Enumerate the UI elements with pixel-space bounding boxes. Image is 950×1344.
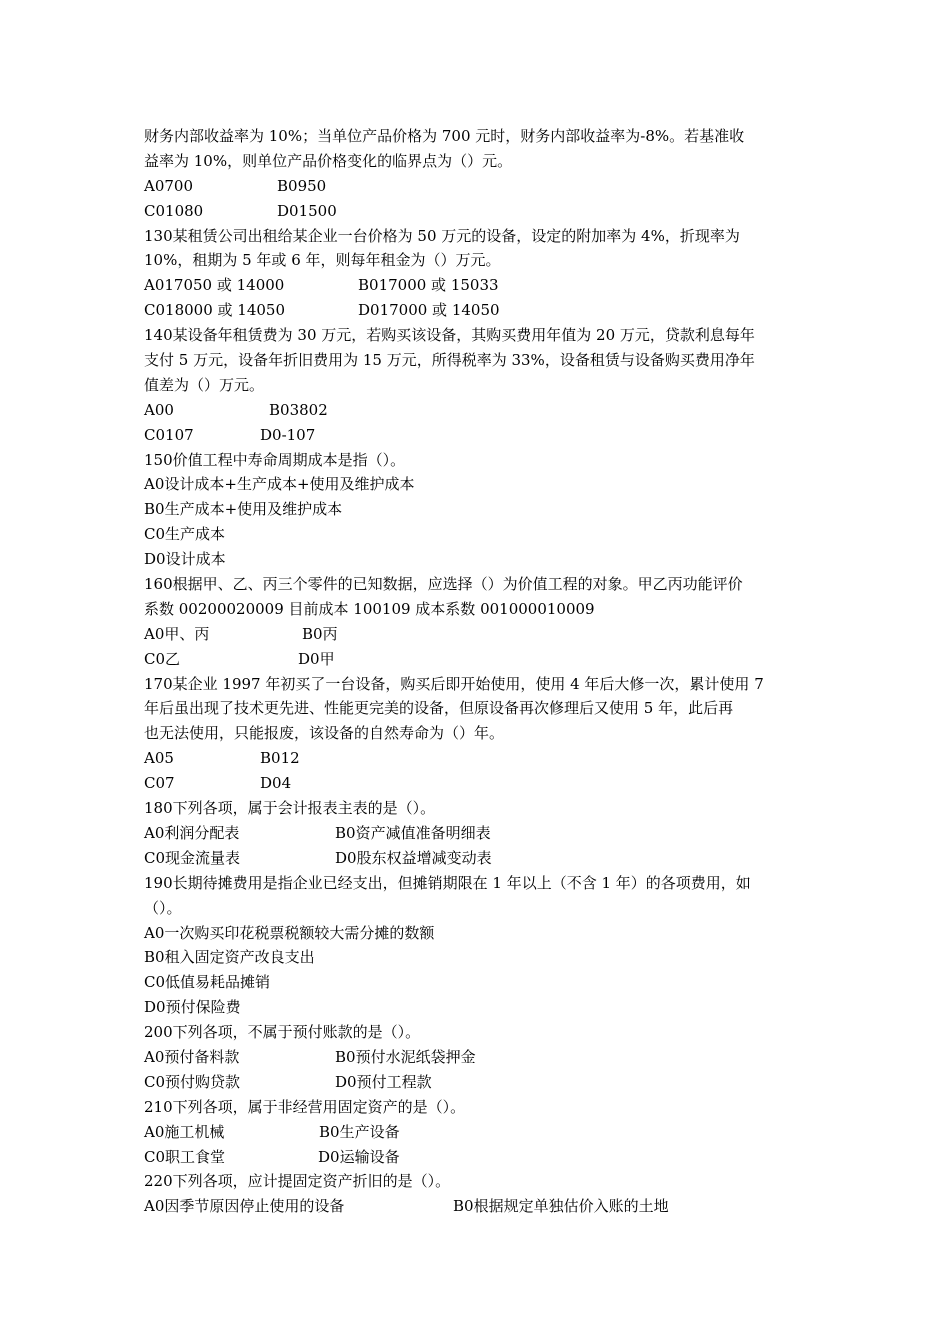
option-b: B0预付水泥纸袋押金 <box>335 1047 476 1066</box>
option-d: D0设计成本 <box>144 550 226 569</box>
option-d: D01500 <box>277 201 337 220</box>
question-14-line: 140某设备年租赁费为 30 万元，若购买该设备，其购买费用年值为 20 万元，贷款利息每年 <box>144 326 755 345</box>
option-c: C0107 <box>144 425 194 444</box>
option-row <box>144 622 808 647</box>
option-c: C0现金流量表 <box>144 848 241 867</box>
option-a: A0一次购买印花税票税额较大需分摊的数额 <box>144 923 435 942</box>
option-a: A0因季节原因停止使用的设备 <box>144 1197 345 1216</box>
question-17-line: 也无法使用，只能报废，该设备的自然寿命为（）年。 <box>144 724 505 743</box>
option-c: C0预付购贷款 <box>144 1072 241 1091</box>
option-row <box>144 423 808 448</box>
question-16-line: 系数 00200020009 目前成本 100109 成本系数 001000010009 <box>144 599 595 618</box>
question-20-line: 200下列各项，不属于预付账款的是（）。 <box>144 1023 421 1042</box>
option-d: D0股东权益增减变动表 <box>335 848 492 867</box>
option-c: C01080 <box>144 201 204 220</box>
question-14-line: 支付 5 万元，设备年折旧费用为 15 万元，所得税率为 33%，设备租赁与设备购买费用净年 <box>144 351 755 370</box>
question-19-line: 190长期待摊费用是指企业已经支出，但摊销期限在 1 年以上（不含 1 年）的各项费用，如 <box>144 873 751 892</box>
question-13-line: 130某租赁公司出租给某企业一台价格为 50 万元的设备，设定的附加率为 4%，折现率为 <box>144 226 740 245</box>
option-b: B0资产减值准备明细表 <box>335 823 491 842</box>
option-d: D0运输设备 <box>318 1147 400 1166</box>
option-c: C0生产成本 <box>144 525 226 544</box>
option-row <box>144 846 808 871</box>
option-b: B017000 或 15033 <box>358 276 499 295</box>
option-a: A0利润分配表 <box>144 823 240 842</box>
question-22-line: 220下列各项，应计提固定资产折旧的是（）。 <box>144 1172 451 1191</box>
option-d: D0甲 <box>298 649 335 668</box>
option-d: D017000 或 14050 <box>358 301 500 320</box>
option-d: D0-107 <box>260 425 316 444</box>
option-c: C07 <box>144 774 175 793</box>
option-d: D0预付保险费 <box>144 998 241 1017</box>
option-a: A017050 或 14000 <box>144 276 285 295</box>
question-17-line: 170某企业 1997 年初买了一台设备，购买后即开始使用，使用 4 年后大修一次，累计使用 7 <box>144 674 764 693</box>
option-b: B0根据规定单独估价入账的土地 <box>453 1197 669 1216</box>
option-a: A0甲、丙 <box>144 624 210 643</box>
option-row <box>144 398 808 423</box>
option-row <box>144 1070 808 1095</box>
question-21-line: 210下列各项，属于非经营用固定资产的是（）。 <box>144 1097 466 1116</box>
option-a: A0700 <box>144 176 194 195</box>
question-19-line: （）。 <box>144 898 182 917</box>
option-row <box>144 746 808 771</box>
option-a: A0预付备料款 <box>144 1047 240 1066</box>
option-a: A00 <box>144 400 174 419</box>
question-15-line: 150价值工程中寿命周期成本是指（）。 <box>144 450 406 469</box>
option-c: C018000 或 14050 <box>144 301 285 320</box>
option-row <box>144 199 808 224</box>
option-c: C0低值易耗品摊销 <box>144 973 271 992</box>
text-line: 益率为 10%，则单位产品价格变化的临界点为（）元。 <box>144 151 513 170</box>
text-line: 财务内部收益率为 10%；当单位产品价格为 700 元时，财务内部收益率为-8%。若基准收 <box>144 127 745 145</box>
option-d: D0预付工程款 <box>335 1072 432 1091</box>
option-row <box>144 647 808 672</box>
option-b: B0950 <box>277 176 327 195</box>
option-row <box>144 821 808 846</box>
question-13-line: 10%，租期为 5 年或 6 年，则每年租金为（）万元。 <box>144 251 501 270</box>
option-a: A0施工机械 <box>144 1122 225 1141</box>
option-d: D04 <box>260 774 292 793</box>
option-c: C0职工食堂 <box>144 1147 226 1166</box>
option-row <box>144 1120 808 1145</box>
option-a: A05 <box>144 749 174 768</box>
option-row <box>144 273 808 298</box>
question-16-line: 160根据甲、乙、丙三个零件的已知数据，应选择（）为价值工程的对象。甲乙丙功能评价 <box>144 575 743 594</box>
option-row <box>144 174 808 199</box>
option-b: B0租入固定资产改良支出 <box>144 948 315 967</box>
option-a: A0设计成本+生产成本+使用及维护成本 <box>144 475 415 494</box>
document-body <box>144 124 808 1219</box>
question-17-line: 年后虽出现了技术更先进、性能更完美的设备，但原设备再次修理后又使用 5 年，此后再 <box>144 699 734 718</box>
option-row <box>144 298 808 323</box>
option-b: B012 <box>260 749 300 768</box>
option-row <box>144 771 808 796</box>
option-row <box>144 1194 808 1219</box>
option-row <box>144 1045 808 1070</box>
option-b: B0生产成本+使用及维护成本 <box>144 500 343 519</box>
question-14-line: 值差为（）万元。 <box>144 375 265 394</box>
option-b: B0丙 <box>302 624 338 643</box>
option-b: B0生产设备 <box>319 1122 400 1141</box>
option-b: B03802 <box>269 400 328 419</box>
question-18-line: 180下列各项，属于会计报表主表的是（）。 <box>144 799 436 818</box>
option-c: C0乙 <box>144 649 181 668</box>
option-row <box>144 1145 808 1170</box>
